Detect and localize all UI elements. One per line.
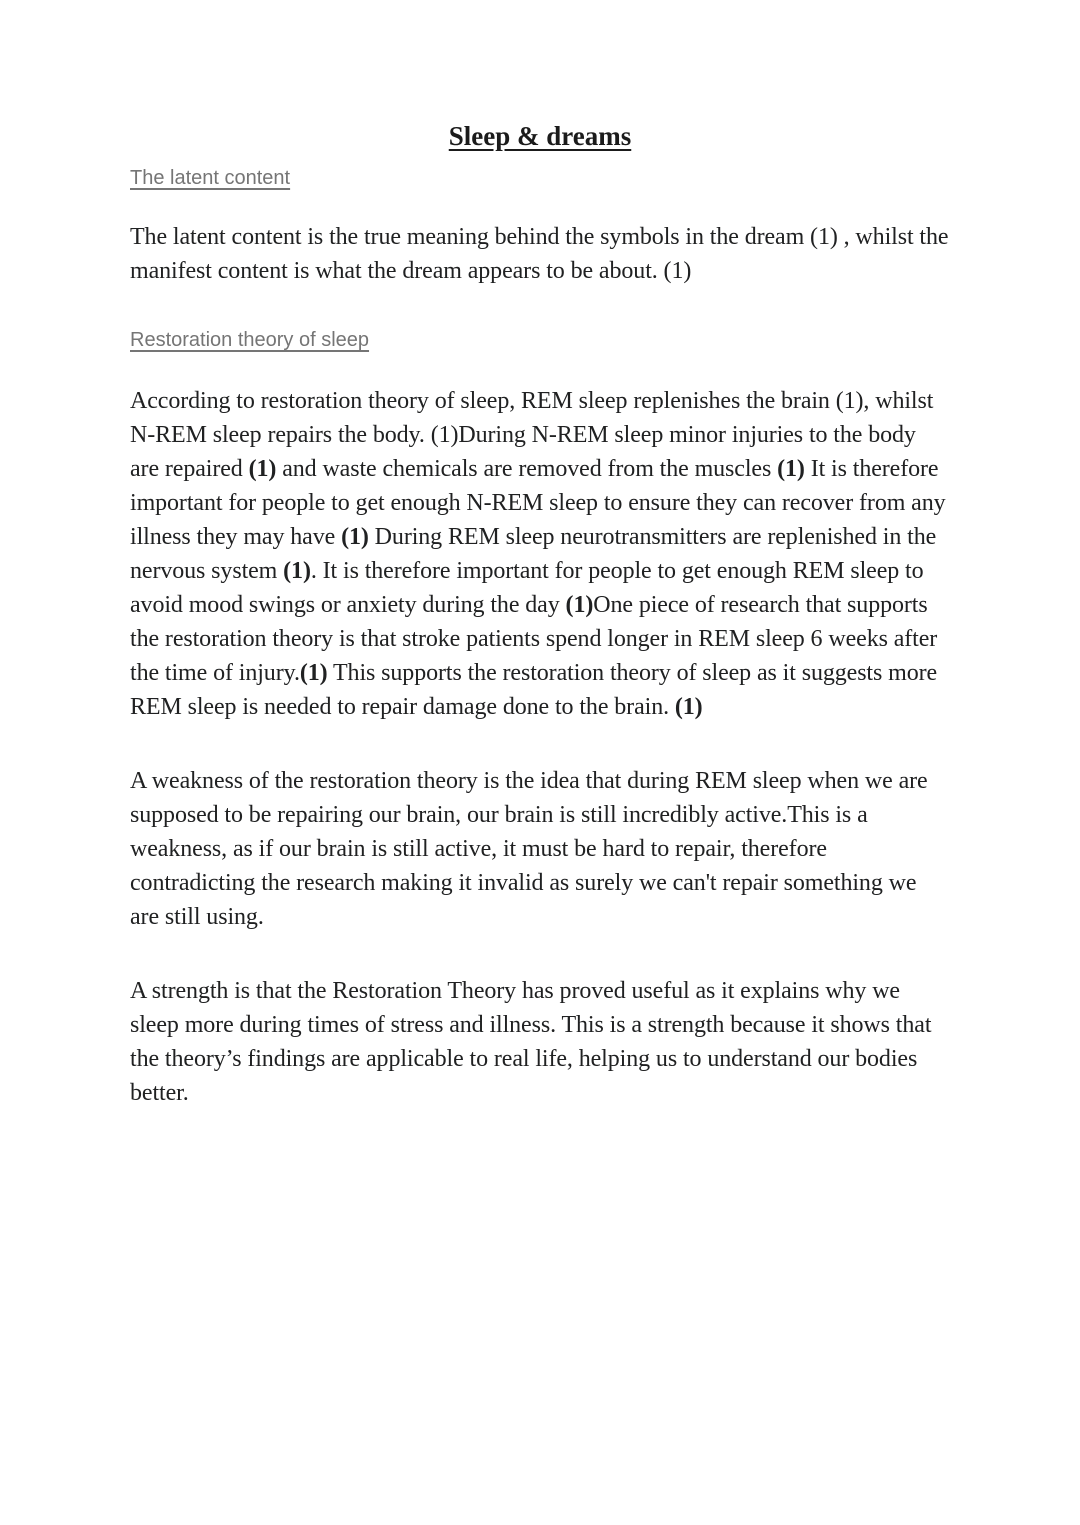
mark-point: (1): [565, 592, 594, 618]
text-run: The latent content is the true meaning behind the symbols in the dream (1) , whilst the manifest content is what the dream appears to be about. (1): [130, 224, 949, 284]
text-run: It is therefore important for people to get enough N-REM sleep to ensure they can recover from any illness they may have: [130, 456, 946, 550]
paragraph-weakness: [130, 764, 950, 934]
text-run: According to restoration theory of sleep, REM sleep replenishes the brain (1), whilst N-REM sleep repairs the body. (1)During N-REM sleep minor injuries to the body are repaired: [130, 388, 934, 482]
text-run: This supports the restoration theory of sleep as it suggests more REM sleep is needed to repair damage done to the brain.: [130, 660, 938, 720]
mark-point: (1): [299, 660, 328, 686]
section-heading-latent-content: The latent content: [130, 167, 291, 189]
mark-point: (1): [283, 558, 311, 584]
section-heading-restoration-theory: Restoration theory of sleep: [130, 329, 370, 351]
text-run: A strength is that the Restoration Theory has proved useful as it explains why we sleep more during times of stress and illness. This is a strength because it shows that the theory’s findings are applicable to real life, helping us to understand our bodies better.: [130, 978, 932, 1106]
text-run: During REM sleep neurotransmitters are replenished in the nervous system: [130, 524, 937, 584]
page-title: [130, 118, 950, 154]
paragraph-latent-content: [130, 220, 950, 288]
paragraph-restoration-theory: [130, 384, 950, 724]
text-run: A weakness of the restoration theory is the idea that during REM sleep when we are supposed to be repairing our brain, our brain is still incredibly active.This is a weakness, as if our brain is still active, it must be hard to repair, therefore contradicting the research making it invalid as surely we can't repair something we are still using.: [130, 768, 928, 930]
text-run: One piece of research that supports the restoration theory is that stroke patients spend longer in REM sleep 6 weeks after the time of injury.: [130, 592, 938, 686]
page-title-text: Sleep & dreams: [448, 121, 632, 151]
mark-point: (1): [777, 456, 805, 482]
paragraph-strength: [130, 974, 950, 1110]
mark-point: (1): [674, 694, 703, 720]
text-run: . It is therefore important for people to get enough REM sleep to avoid mood swings or anxiety during the day: [130, 558, 924, 618]
text-run: and waste chemicals are removed from the muscles: [276, 456, 778, 482]
mark-point: (1): [341, 524, 369, 550]
mark-point: (1): [248, 456, 277, 482]
